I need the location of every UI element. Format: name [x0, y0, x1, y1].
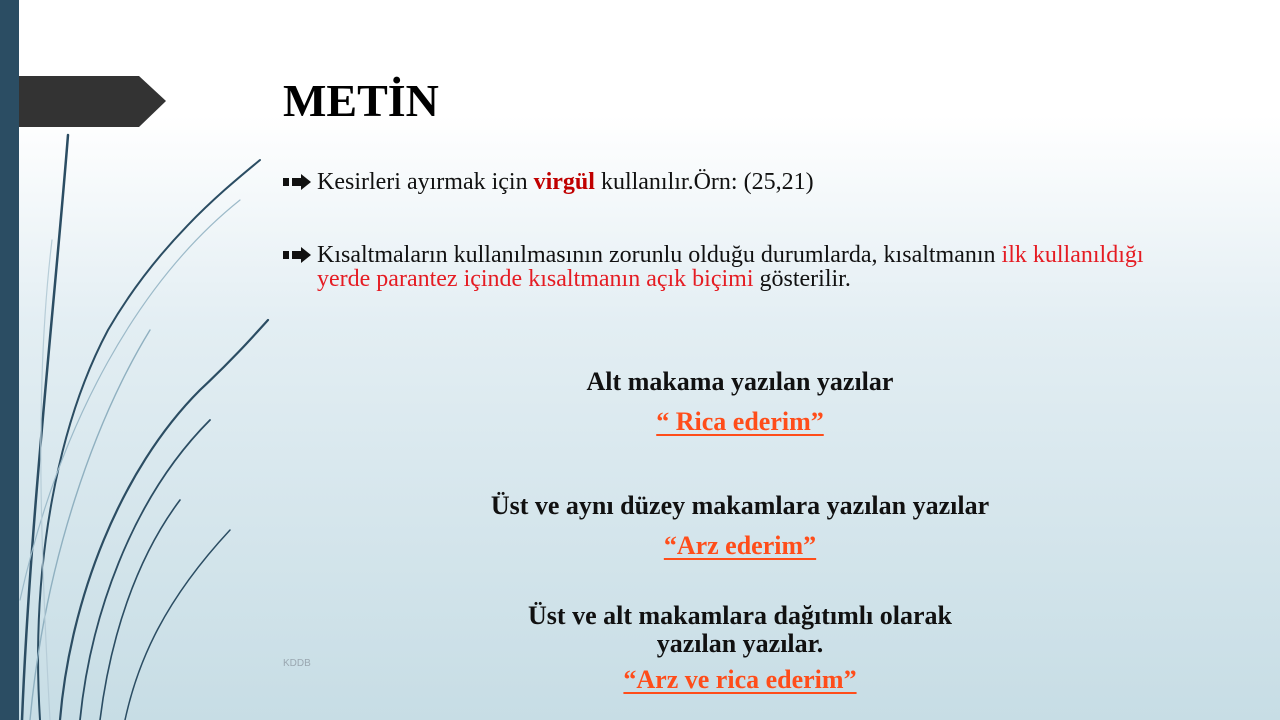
left-accent-bar: [0, 0, 19, 720]
bullet-text-segment: kullanılır.Örn: (25,21): [594, 169, 814, 195]
slide-title: METİN: [283, 75, 439, 126]
arrow-right-bullet-icon: [283, 174, 313, 190]
bullet-text-segment: Kesirleri ayırmak için: [317, 169, 534, 195]
section-alt-makam: [340, 368, 1140, 436]
title-tab-shape: [19, 76, 166, 127]
bullet-item-1: [283, 170, 1173, 194]
bullet-text-segment: Kısaltmaların kullanılmasının zorunlu olduğu durumlarda, kısaltmanın: [317, 242, 1002, 268]
closing-phrase: “Arz ve rica ederim”: [623, 665, 857, 694]
footer-label: KDDB: [283, 658, 311, 669]
bullet-text-segment: gösterilir.: [753, 266, 851, 292]
section-heading-line-2: yazılan yazılar.: [656, 629, 824, 658]
keyword-highlight: virgül: [533, 169, 595, 195]
section-dagitimli: [340, 602, 1140, 694]
bullet-item-2: [283, 243, 1173, 291]
section-heading: Alt makama yazılan yazılar: [586, 367, 894, 396]
bullet-text: [317, 170, 1173, 194]
section-ust-ayni-duzey: [340, 492, 1140, 560]
arrow-right-bullet-icon: [283, 247, 313, 263]
section-heading-line-1: Üst ve alt makamlara dağıtımlı olarak: [528, 601, 952, 630]
bullet-text: [317, 243, 1173, 291]
section-heading: Üst ve aynı düzey makamlara yazılan yazılar: [490, 491, 990, 520]
closing-phrase: “ Rica ederim”: [656, 407, 824, 436]
red-highlight-text: ilk kullanıldığı yerde parantez içinde kısaltmanın açık biçimi: [317, 242, 1144, 292]
closing-phrase: “Arz ederim”: [663, 531, 817, 560]
